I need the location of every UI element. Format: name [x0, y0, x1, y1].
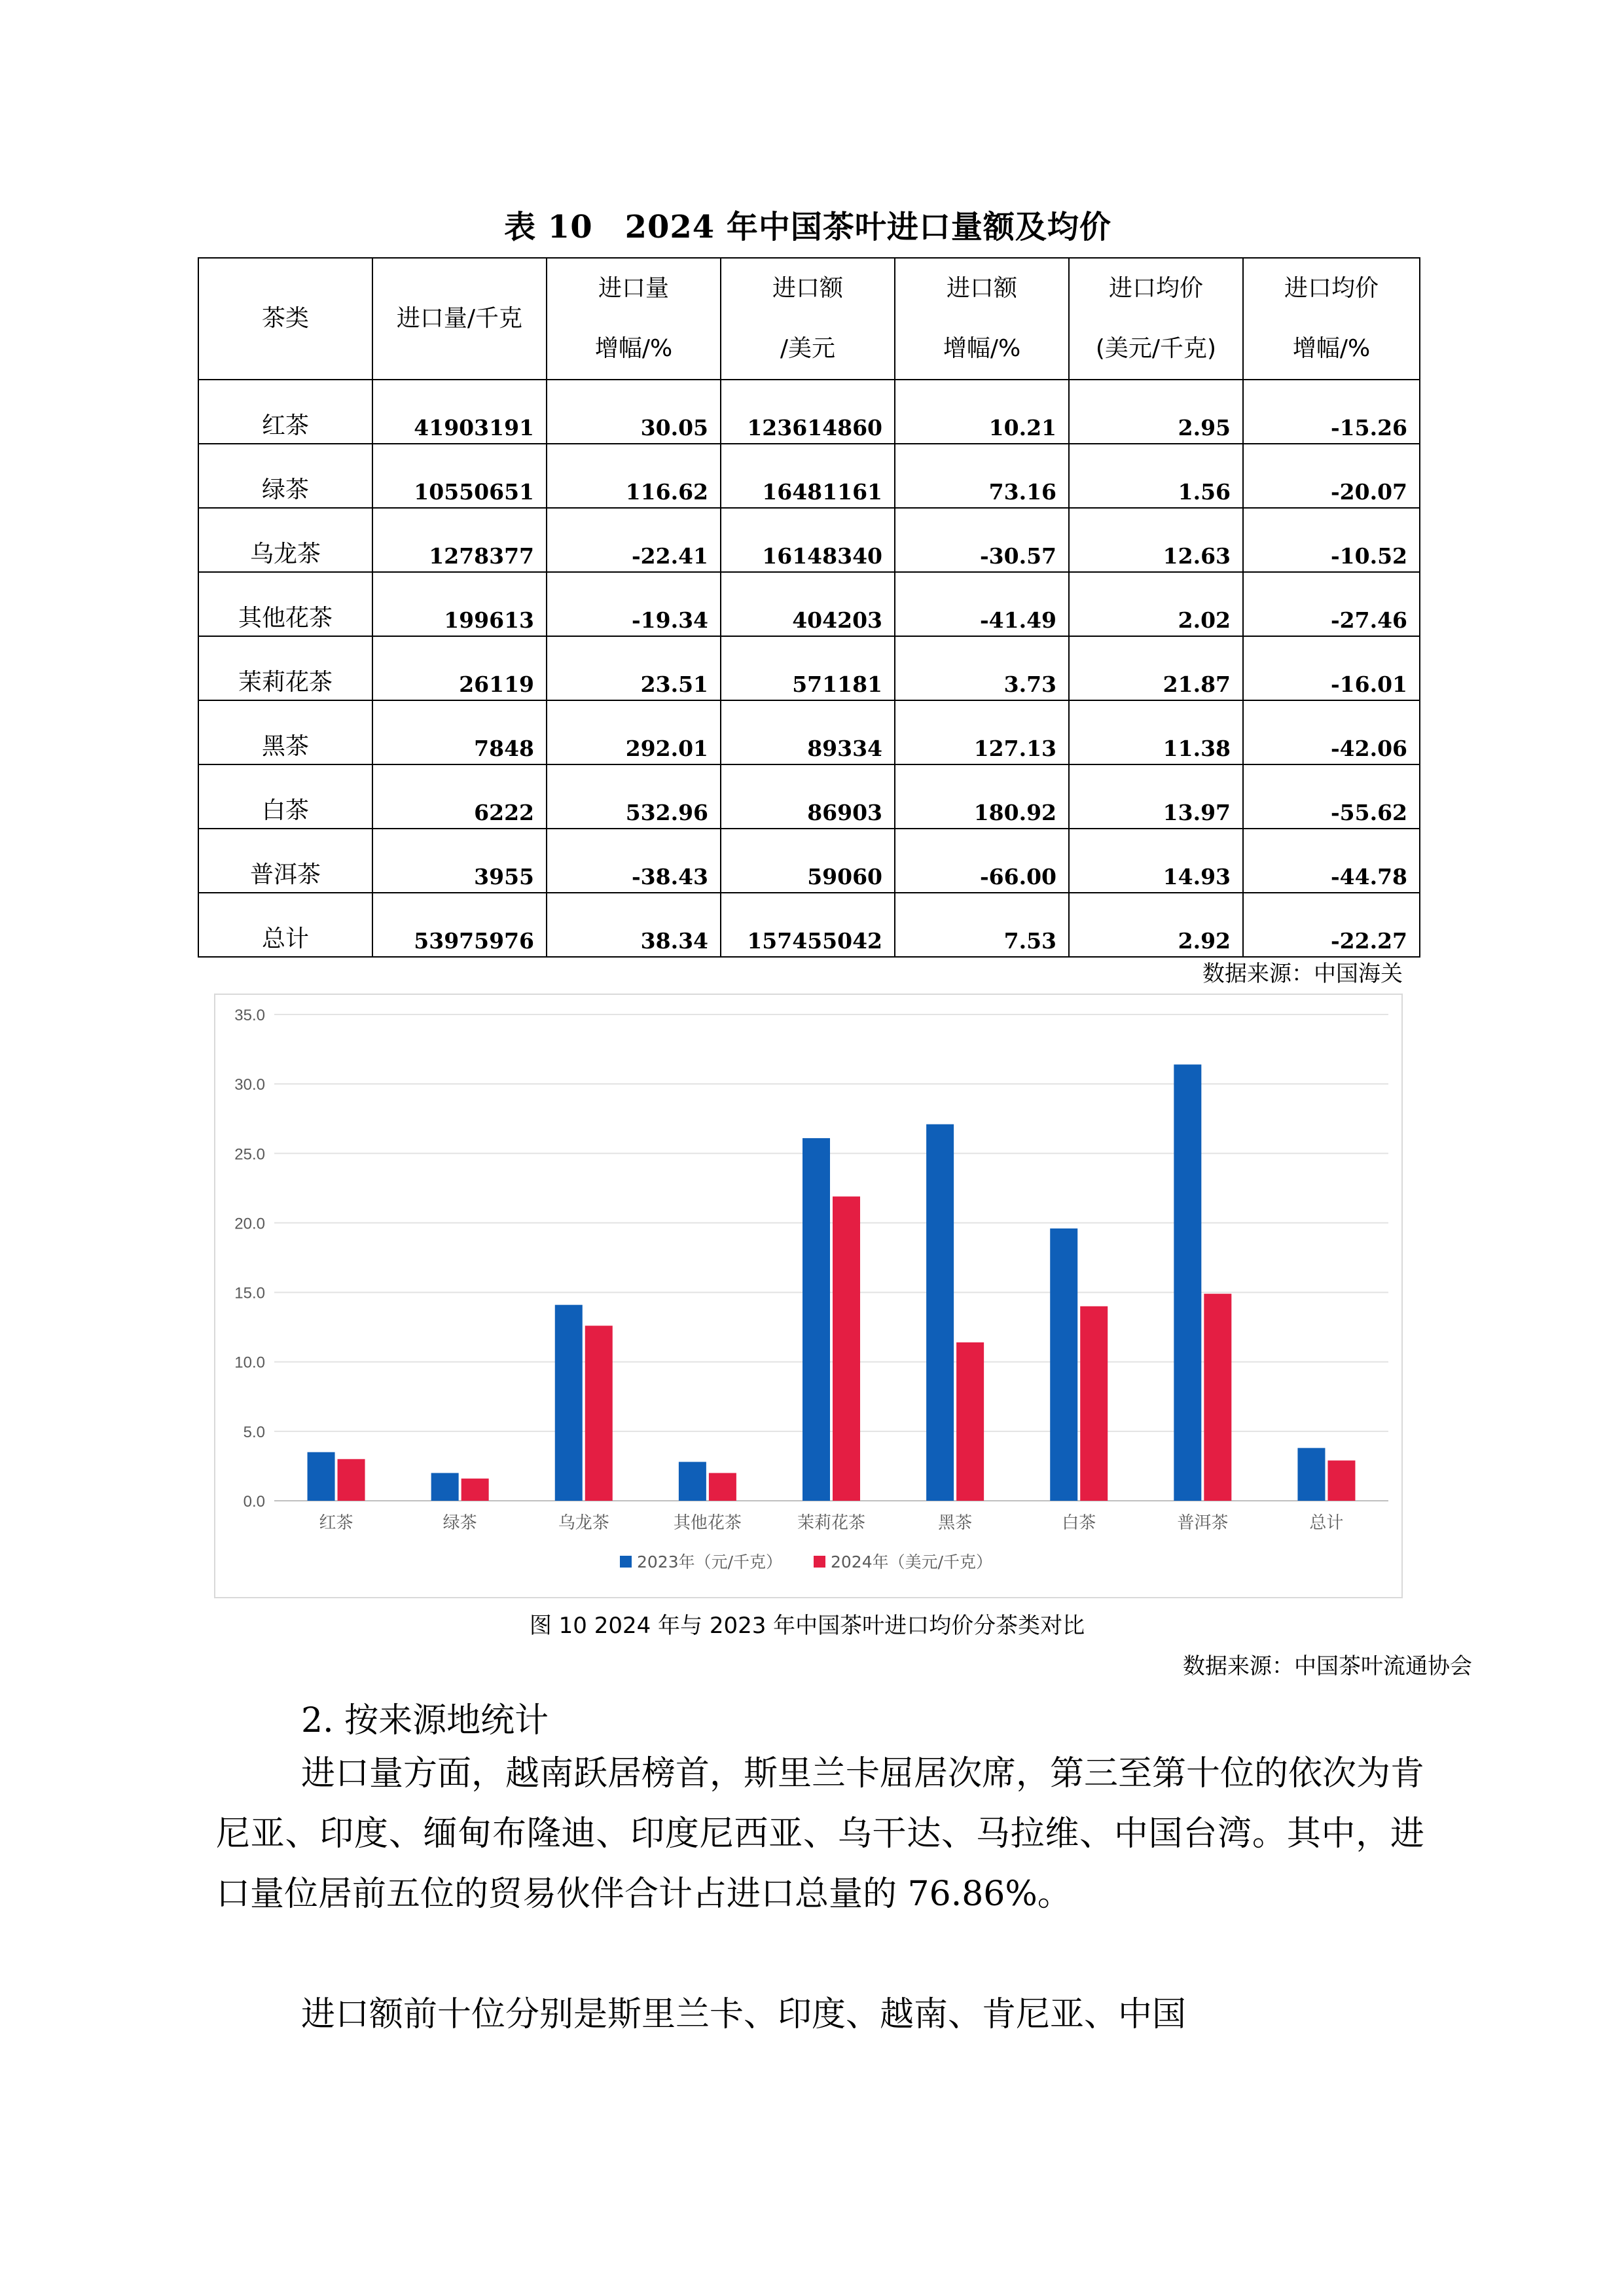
table-row	[198, 508, 1420, 572]
header-volume-growth: 进口量 增幅/%	[547, 258, 721, 380]
volume-cell: 41903191	[372, 380, 547, 444]
volume-growth-cell: 38.34	[547, 893, 721, 957]
header-volume: 进口量/千克	[372, 258, 547, 380]
bar-2024	[461, 1479, 489, 1501]
volume-cell: 10550651	[372, 444, 547, 508]
paragraph-amount: 进口额前十位分别是斯里兰卡、印度、越南、肯尼亚、中国	[301, 1995, 1187, 2034]
x-tick-label: 其他花茶	[673, 1513, 742, 1533]
category-cell: 乌龙茶	[198, 508, 372, 572]
volume-cell: 26119	[372, 636, 547, 700]
amount-growth-cell: 73.16	[895, 444, 1069, 508]
table-row	[198, 764, 1420, 829]
table-header-row	[198, 258, 1420, 380]
table-source: 数据来源：中国海关	[1202, 961, 1403, 987]
y-tick-label: 5.0	[243, 1423, 265, 1441]
bar-2023	[1050, 1229, 1077, 1501]
bar-2023	[1174, 1064, 1201, 1501]
price-growth-cell: -15.26	[1243, 380, 1420, 444]
x-tick-label: 乌龙茶	[558, 1513, 609, 1533]
x-tick-label: 总计	[1309, 1513, 1344, 1533]
bar-2024	[338, 1459, 365, 1501]
table-row	[198, 829, 1420, 893]
header-category: 茶类	[198, 258, 372, 380]
y-tick-label: 25.0	[234, 1145, 265, 1164]
amount-cell: 59060	[721, 829, 895, 893]
header-price: 进口均价 (美元/千克)	[1069, 258, 1243, 380]
header-amount: 进口额 /美元	[721, 258, 895, 380]
legend-label: 2024年（美元/千克）	[831, 1552, 993, 1571]
bar-2024	[1080, 1306, 1108, 1501]
price-growth-cell: -20.07	[1243, 444, 1420, 508]
price-growth-cell: -10.52	[1243, 508, 1420, 572]
header-amount-growth: 进口额 增幅/%	[895, 258, 1069, 380]
paragraph-volume: 进口量方面，越南跃居榜首，斯里兰卡屈居次席，第三至第十位的依次为肯尼亚、印度、缅甸布隆迪、印度尼西亚、乌干达、马拉维、中国台湾。其中，进口量位居前五位的贸易伙伴合计占进口总量的 76.86%。	[216, 1754, 1425, 1914]
volume-growth-cell: -22.41	[547, 508, 721, 572]
price-growth-cell: -27.46	[1243, 572, 1420, 636]
category-cell: 白茶	[198, 764, 372, 829]
price-growth-cell: -22.27	[1243, 893, 1420, 957]
amount-cell: 89334	[721, 700, 895, 764]
bar-2023	[431, 1473, 459, 1501]
volume-growth-cell: 30.05	[547, 380, 721, 444]
volume-cell: 1278377	[372, 508, 547, 572]
amount-growth-cell: 127.13	[895, 700, 1069, 764]
amount-growth-cell: 7.53	[895, 893, 1069, 957]
amount-growth-cell: -41.49	[895, 572, 1069, 636]
table-title: 表 10 2024 年中国茶叶进口量额及均价	[504, 209, 1111, 245]
amount-cell: 404203	[721, 572, 895, 636]
price-growth-cell: -16.01	[1243, 636, 1420, 700]
category-cell: 绿茶	[198, 444, 372, 508]
table-row	[198, 380, 1420, 444]
price-cell: 11.38	[1069, 700, 1243, 764]
section-heading: 2. 按来源地统计	[301, 1701, 549, 1740]
x-tick-label: 白茶	[1062, 1513, 1096, 1533]
volume-cell: 6222	[372, 764, 547, 829]
y-tick-label: 10.0	[234, 1354, 265, 1372]
amount-cell: 86903	[721, 764, 895, 829]
x-tick-label: 黑茶	[938, 1513, 973, 1533]
y-tick-label: 35.0	[234, 1007, 265, 1024]
price-cell: 13.97	[1069, 764, 1243, 829]
price-cell: 1.56	[1069, 444, 1243, 508]
y-tick-label: 30.0	[234, 1076, 265, 1094]
bar-2024	[709, 1473, 736, 1501]
amount-cell: 157455042	[721, 893, 895, 957]
amount-cell: 123614860	[721, 380, 895, 444]
price-cell: 14.93	[1069, 829, 1243, 893]
volume-growth-cell: 116.62	[547, 444, 721, 508]
price-cell: 12.63	[1069, 508, 1243, 572]
category-cell: 普洱茶	[198, 829, 372, 893]
category-cell: 其他花茶	[198, 572, 372, 636]
amount-growth-cell: -66.00	[895, 829, 1069, 893]
price-growth-cell: -55.62	[1243, 764, 1420, 829]
price-cell: 2.92	[1069, 893, 1243, 957]
category-cell: 总计	[198, 893, 372, 957]
amount-cell: 571181	[721, 636, 895, 700]
amount-cell: 16148340	[721, 508, 895, 572]
legend-label: 2023年（元/千克）	[637, 1552, 783, 1571]
table-row	[198, 893, 1420, 957]
volume-growth-cell: 292.01	[547, 700, 721, 764]
bar-2024	[585, 1326, 613, 1501]
y-tick-label: 20.0	[234, 1215, 265, 1233]
volume-growth-cell: 23.51	[547, 636, 721, 700]
table-row	[198, 636, 1420, 700]
bar-2023	[803, 1138, 830, 1501]
x-tick-label: 红茶	[319, 1513, 353, 1533]
category-cell: 黑茶	[198, 700, 372, 764]
figure-source: 数据来源：中国茶叶流通协会	[1183, 1653, 1472, 1679]
amount-cell: 16481161	[721, 444, 895, 508]
legend-swatch	[620, 1556, 632, 1568]
y-tick-label: 0.0	[243, 1493, 265, 1511]
volume-growth-cell: 532.96	[547, 764, 721, 829]
price-comparison-chart	[214, 994, 1403, 1598]
figure-caption: 图 10 2024 年与 2023 年中国茶叶进口均价分茶类对比	[529, 1613, 1085, 1639]
volume-cell: 53975976	[372, 893, 547, 957]
legend-swatch	[814, 1556, 825, 1568]
bar-2023	[555, 1305, 583, 1501]
table-row	[198, 700, 1420, 764]
bar-2023	[1297, 1448, 1325, 1501]
volume-cell: 199613	[372, 572, 547, 636]
bar-2024	[1204, 1294, 1231, 1501]
bar-2024	[1327, 1460, 1355, 1501]
bar-2024	[833, 1196, 860, 1501]
bar-2023	[679, 1462, 706, 1501]
table-row	[198, 572, 1420, 636]
y-tick-label: 15.0	[234, 1284, 265, 1302]
volume-growth-cell: -19.34	[547, 572, 721, 636]
category-cell: 红茶	[198, 380, 372, 444]
bar-2024	[956, 1342, 984, 1501]
price-growth-cell: -42.06	[1243, 700, 1420, 764]
volume-growth-cell: -38.43	[547, 829, 721, 893]
amount-growth-cell: 3.73	[895, 636, 1069, 700]
bar-2023	[926, 1124, 954, 1501]
amount-growth-cell: 10.21	[895, 380, 1069, 444]
amount-growth-cell: 180.92	[895, 764, 1069, 829]
price-cell: 2.02	[1069, 572, 1243, 636]
x-tick-label: 绿茶	[442, 1513, 477, 1533]
price-growth-cell: -44.78	[1243, 829, 1420, 893]
table-row	[198, 444, 1420, 508]
header-price-growth: 进口均价 增幅/%	[1243, 258, 1420, 380]
amount-growth-cell: -30.57	[895, 508, 1069, 572]
x-tick-label: 普洱茶	[1177, 1513, 1229, 1533]
price-cell: 2.95	[1069, 380, 1243, 444]
price-cell: 21.87	[1069, 636, 1243, 700]
category-cell: 茉莉花茶	[198, 636, 372, 700]
chart-svg	[215, 995, 1401, 1597]
volume-cell: 7848	[372, 700, 547, 764]
import-table	[198, 257, 1420, 958]
bar-2023	[308, 1452, 335, 1501]
x-tick-label: 茉莉花茶	[797, 1513, 866, 1533]
volume-cell: 3955	[372, 829, 547, 893]
